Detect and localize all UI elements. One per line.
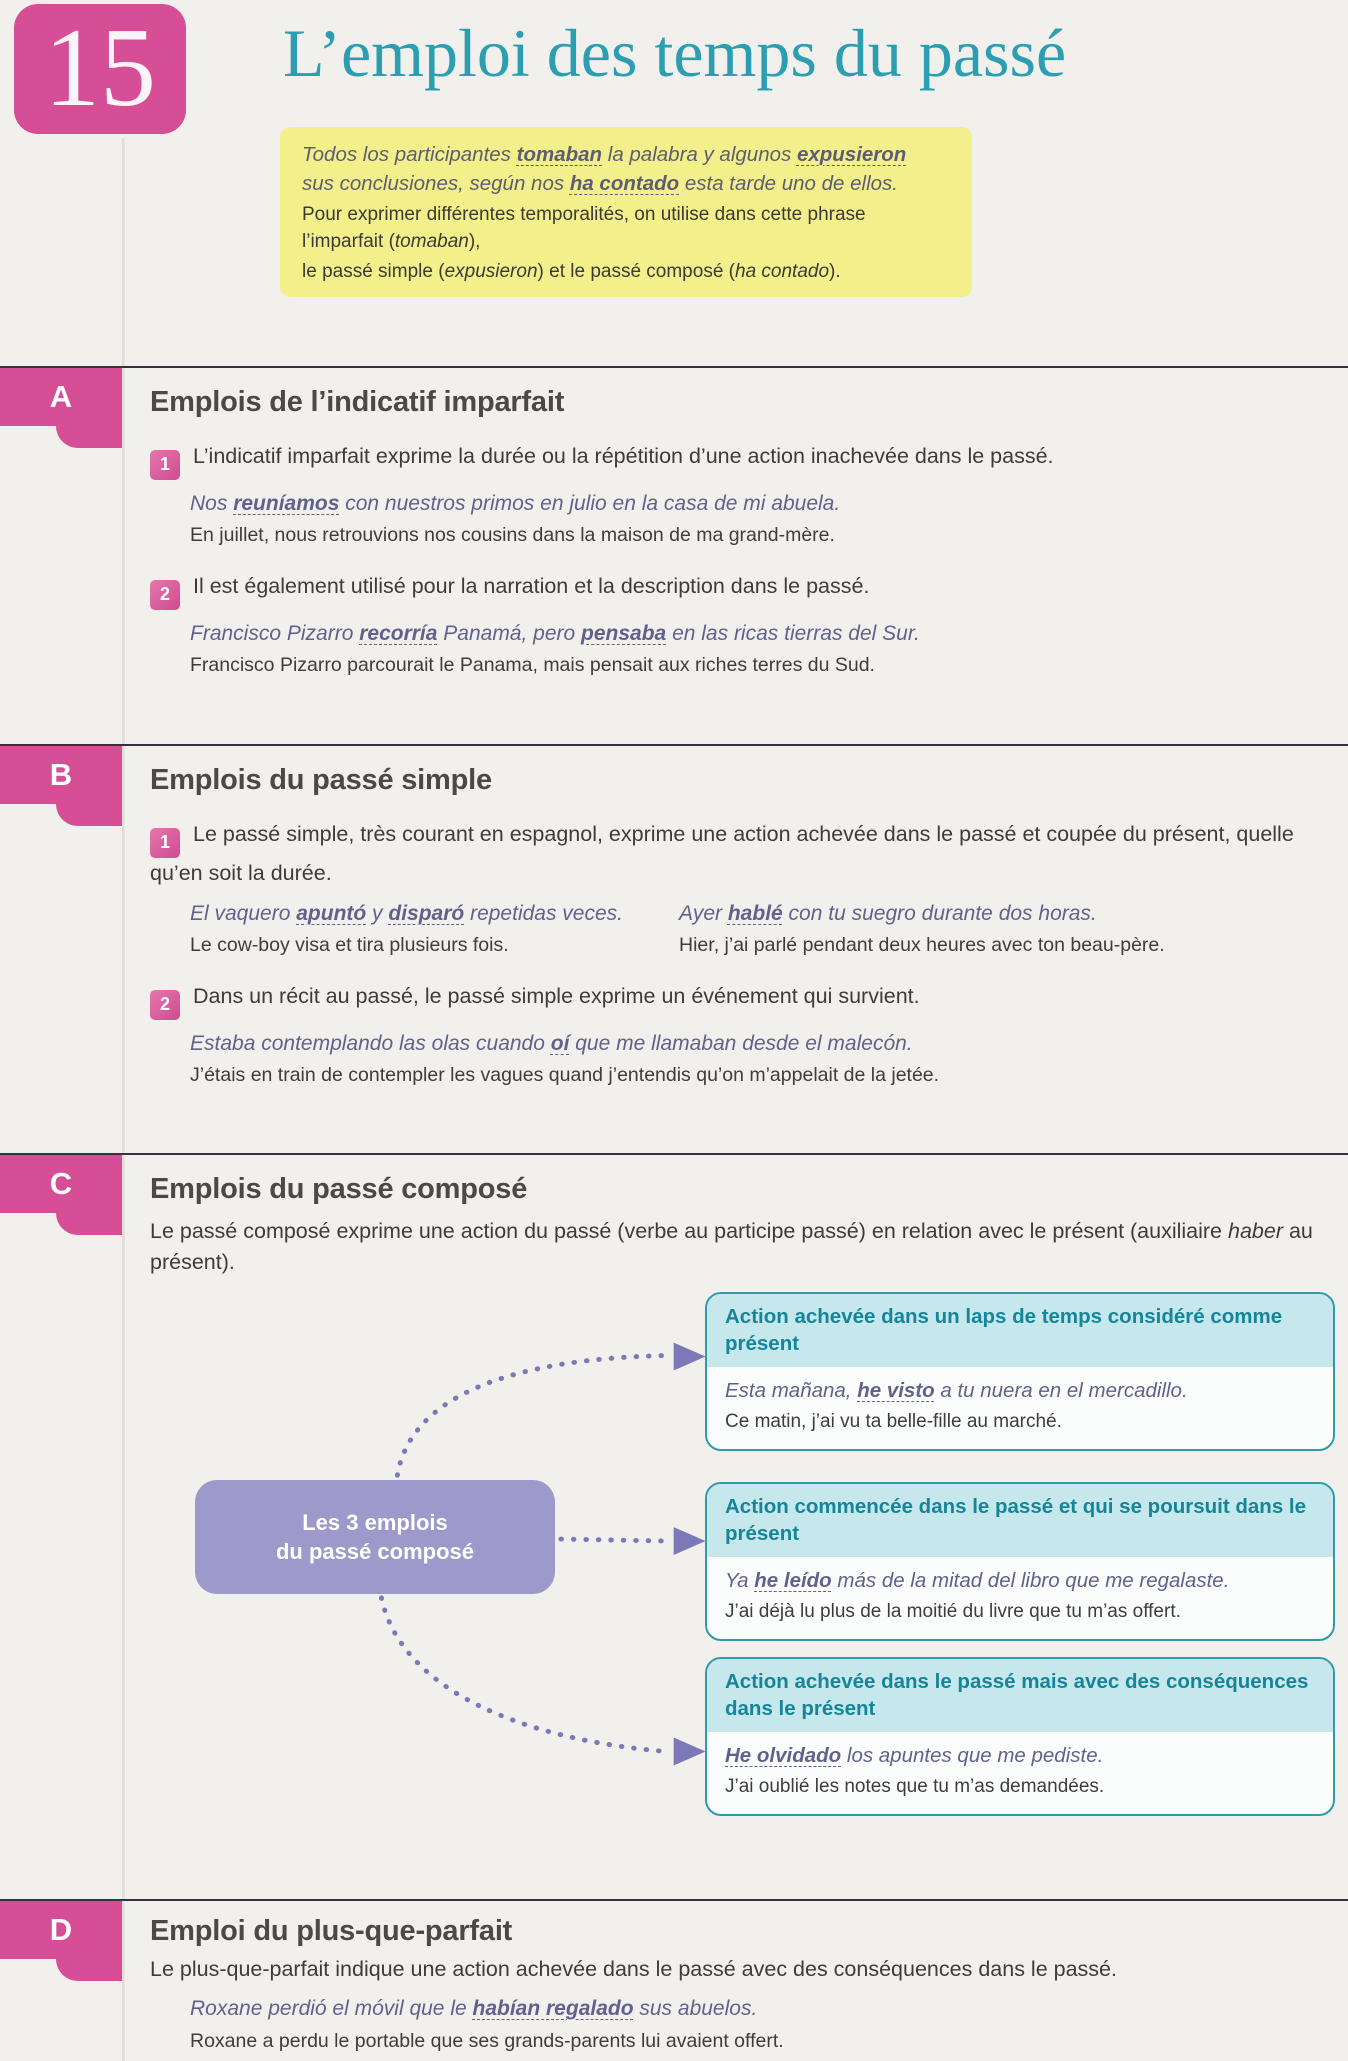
section-a	[0, 366, 1348, 679]
section-tab-a: A	[0, 368, 122, 426]
example-fr: J’ai oublié les notes que tu m’as demandées.	[725, 1776, 1105, 1798]
example-block-right	[679, 900, 1165, 960]
item-number-badge: 1	[150, 450, 180, 480]
intro-es-line-1: Todos los participantes tomaban la palabra y algunos expusieron	[302, 143, 907, 166]
diagram-box-1-header: Action achevée dans un laps de temps considéré comme présent	[707, 1294, 1333, 1367]
section-b-item-2	[150, 981, 1332, 1089]
diagram-hub	[195, 1480, 555, 1594]
example-es: Ayer hablé con tu suegro durante dos horas.	[679, 901, 1097, 925]
example-es: Esta mañana, he visto a tu nuera en el mercadillo.	[725, 1379, 1188, 1403]
section-d	[0, 1899, 1348, 2055]
item-text: L’indicatif imparfait exprime la durée ou la répétition d’une action inachevée dans le passé.	[193, 444, 1054, 468]
section-c	[0, 1153, 1348, 1837]
item-text: Il est également utilisé pour la narration et la description dans le passé.	[193, 574, 870, 599]
section-b-heading: Emplois du passé simple	[150, 764, 492, 796]
diagram-box-2-body	[707, 1557, 1333, 1638]
item-number-badge: 2	[150, 990, 180, 1020]
example-fr: En juillet, nous retrouvions nos cousins dans la maison de ma grand-mère.	[190, 523, 835, 546]
example-block-left	[190, 900, 623, 960]
example-fr: Ce matin, j’ai vu ta belle-fille au marché.	[725, 1411, 1062, 1433]
item-text: Dans un récit au passé, le passé simple exprime un événement qui survient.	[193, 984, 920, 1009]
page-title: L’emploi des temps du passé	[283, 15, 1067, 91]
item-text: Le passé simple, très courant en espagnol, exprime une action achevée dans le passé et coupée du présent, quelle qu’en soit la durée.	[150, 822, 1294, 885]
chapter-number-badge: 15	[14, 4, 186, 134]
intro-fr-line-1: Pour exprimer différentes temporalités, on utilise dans cette phrase l’imparfait (tomaban),	[302, 204, 866, 252]
item-number-badge: 2	[150, 580, 180, 610]
diagram-box-2-header: Action commencée dans le passé et qui se poursuit dans le présent	[707, 1484, 1333, 1557]
diagram-box-3-header: Action achevée dans le passé mais avec des conséquences dans le présent	[707, 1659, 1333, 1732]
section-tab-c: C	[0, 1155, 122, 1213]
example-columns	[190, 900, 1332, 960]
section-tab-b: B	[0, 746, 122, 804]
passe-compose-diagram	[150, 1292, 1332, 1837]
hub-label-line-1: Les 3 emplois	[302, 1509, 448, 1535]
example-block	[190, 1995, 1332, 2055]
diagram-box-3	[705, 1657, 1335, 1815]
example-block	[190, 620, 1332, 680]
section-tab-d: D	[0, 1901, 122, 1959]
section-d-text: Le plus-que-parfait indique une action achevée dans le passé avec des conséquences dans le passé.	[150, 1957, 1117, 1981]
section-a-item-2	[150, 571, 1332, 679]
example-es: Nos reuníamos con nuestros primos en julio en la casa de mi abuela.	[190, 491, 841, 515]
section-b-item-1	[150, 819, 1332, 959]
section-c-intro: Le passé composé exprime une action du passé (verbe au participe passé) en relation avec le présent (auxiliaire haber au présent).	[150, 1219, 1313, 1275]
intro-es-line-2: sus conclusiones, según nos ha contado esta tarde uno de ellos.	[302, 172, 898, 196]
section-a-item-1	[150, 441, 1332, 549]
example-es: El vaquero apuntó y disparó repetidas veces.	[190, 901, 624, 925]
diagram-box-3-body	[707, 1732, 1333, 1813]
example-es: Estaba contemplando las olas cuando oí que me llamaban desde el malecón.	[190, 1031, 913, 1055]
example-es: Ya he leído más de la mitad del libro que me regalaste.	[725, 1569, 1230, 1593]
hub-label-line-2: du passé composé	[275, 1539, 475, 1565]
example-es: He olvidado los apuntes que me pediste.	[725, 1744, 1104, 1768]
example-fr: J’ai déjà lu plus de la moitié du livre que tu m’as offert.	[725, 1601, 1181, 1623]
example-block	[190, 1030, 1332, 1090]
example-es: Francisco Pizarro recorría Panamá, pero pensaba en las ricas tierras del Sur.	[190, 621, 920, 645]
example-block	[190, 490, 1332, 550]
intro-fr-line-2: le passé simple (expusieron) et le passé composé (ha contado).	[302, 261, 841, 283]
diagram-box-1-body	[707, 1367, 1333, 1448]
example-fr: Francisco Pizarro parcourait le Panama, mais pensait aux riches terres du Sud.	[190, 654, 875, 677]
diagram-box-2	[705, 1482, 1335, 1640]
section-d-heading: Emploi du plus-que-parfait	[150, 1915, 513, 1947]
example-fr: Hier, j’ai parlé pendant deux heures avec ton beau-père.	[679, 934, 1165, 957]
section-c-heading: Emplois du passé composé	[150, 1173, 528, 1205]
example-es: Roxane perdió el móvil que le habían regalado sus abuelos.	[190, 1997, 758, 2021]
section-b	[0, 744, 1348, 1090]
example-fr: Le cow-boy visa et tira plusieurs fois.	[190, 934, 509, 957]
intro-example-box	[280, 127, 972, 297]
diagram-box-1	[705, 1292, 1335, 1450]
section-a-heading: Emplois de l’indicatif imparfait	[150, 386, 565, 418]
example-fr: Roxane a perdu le portable que ses grands-parents lui avaient offert.	[190, 2029, 784, 2052]
example-fr: J’étais en train de contempler les vagues quand j’entendis qu’on m’appelait de la jetée.	[190, 1064, 940, 1087]
item-number-badge: 1	[150, 828, 180, 858]
